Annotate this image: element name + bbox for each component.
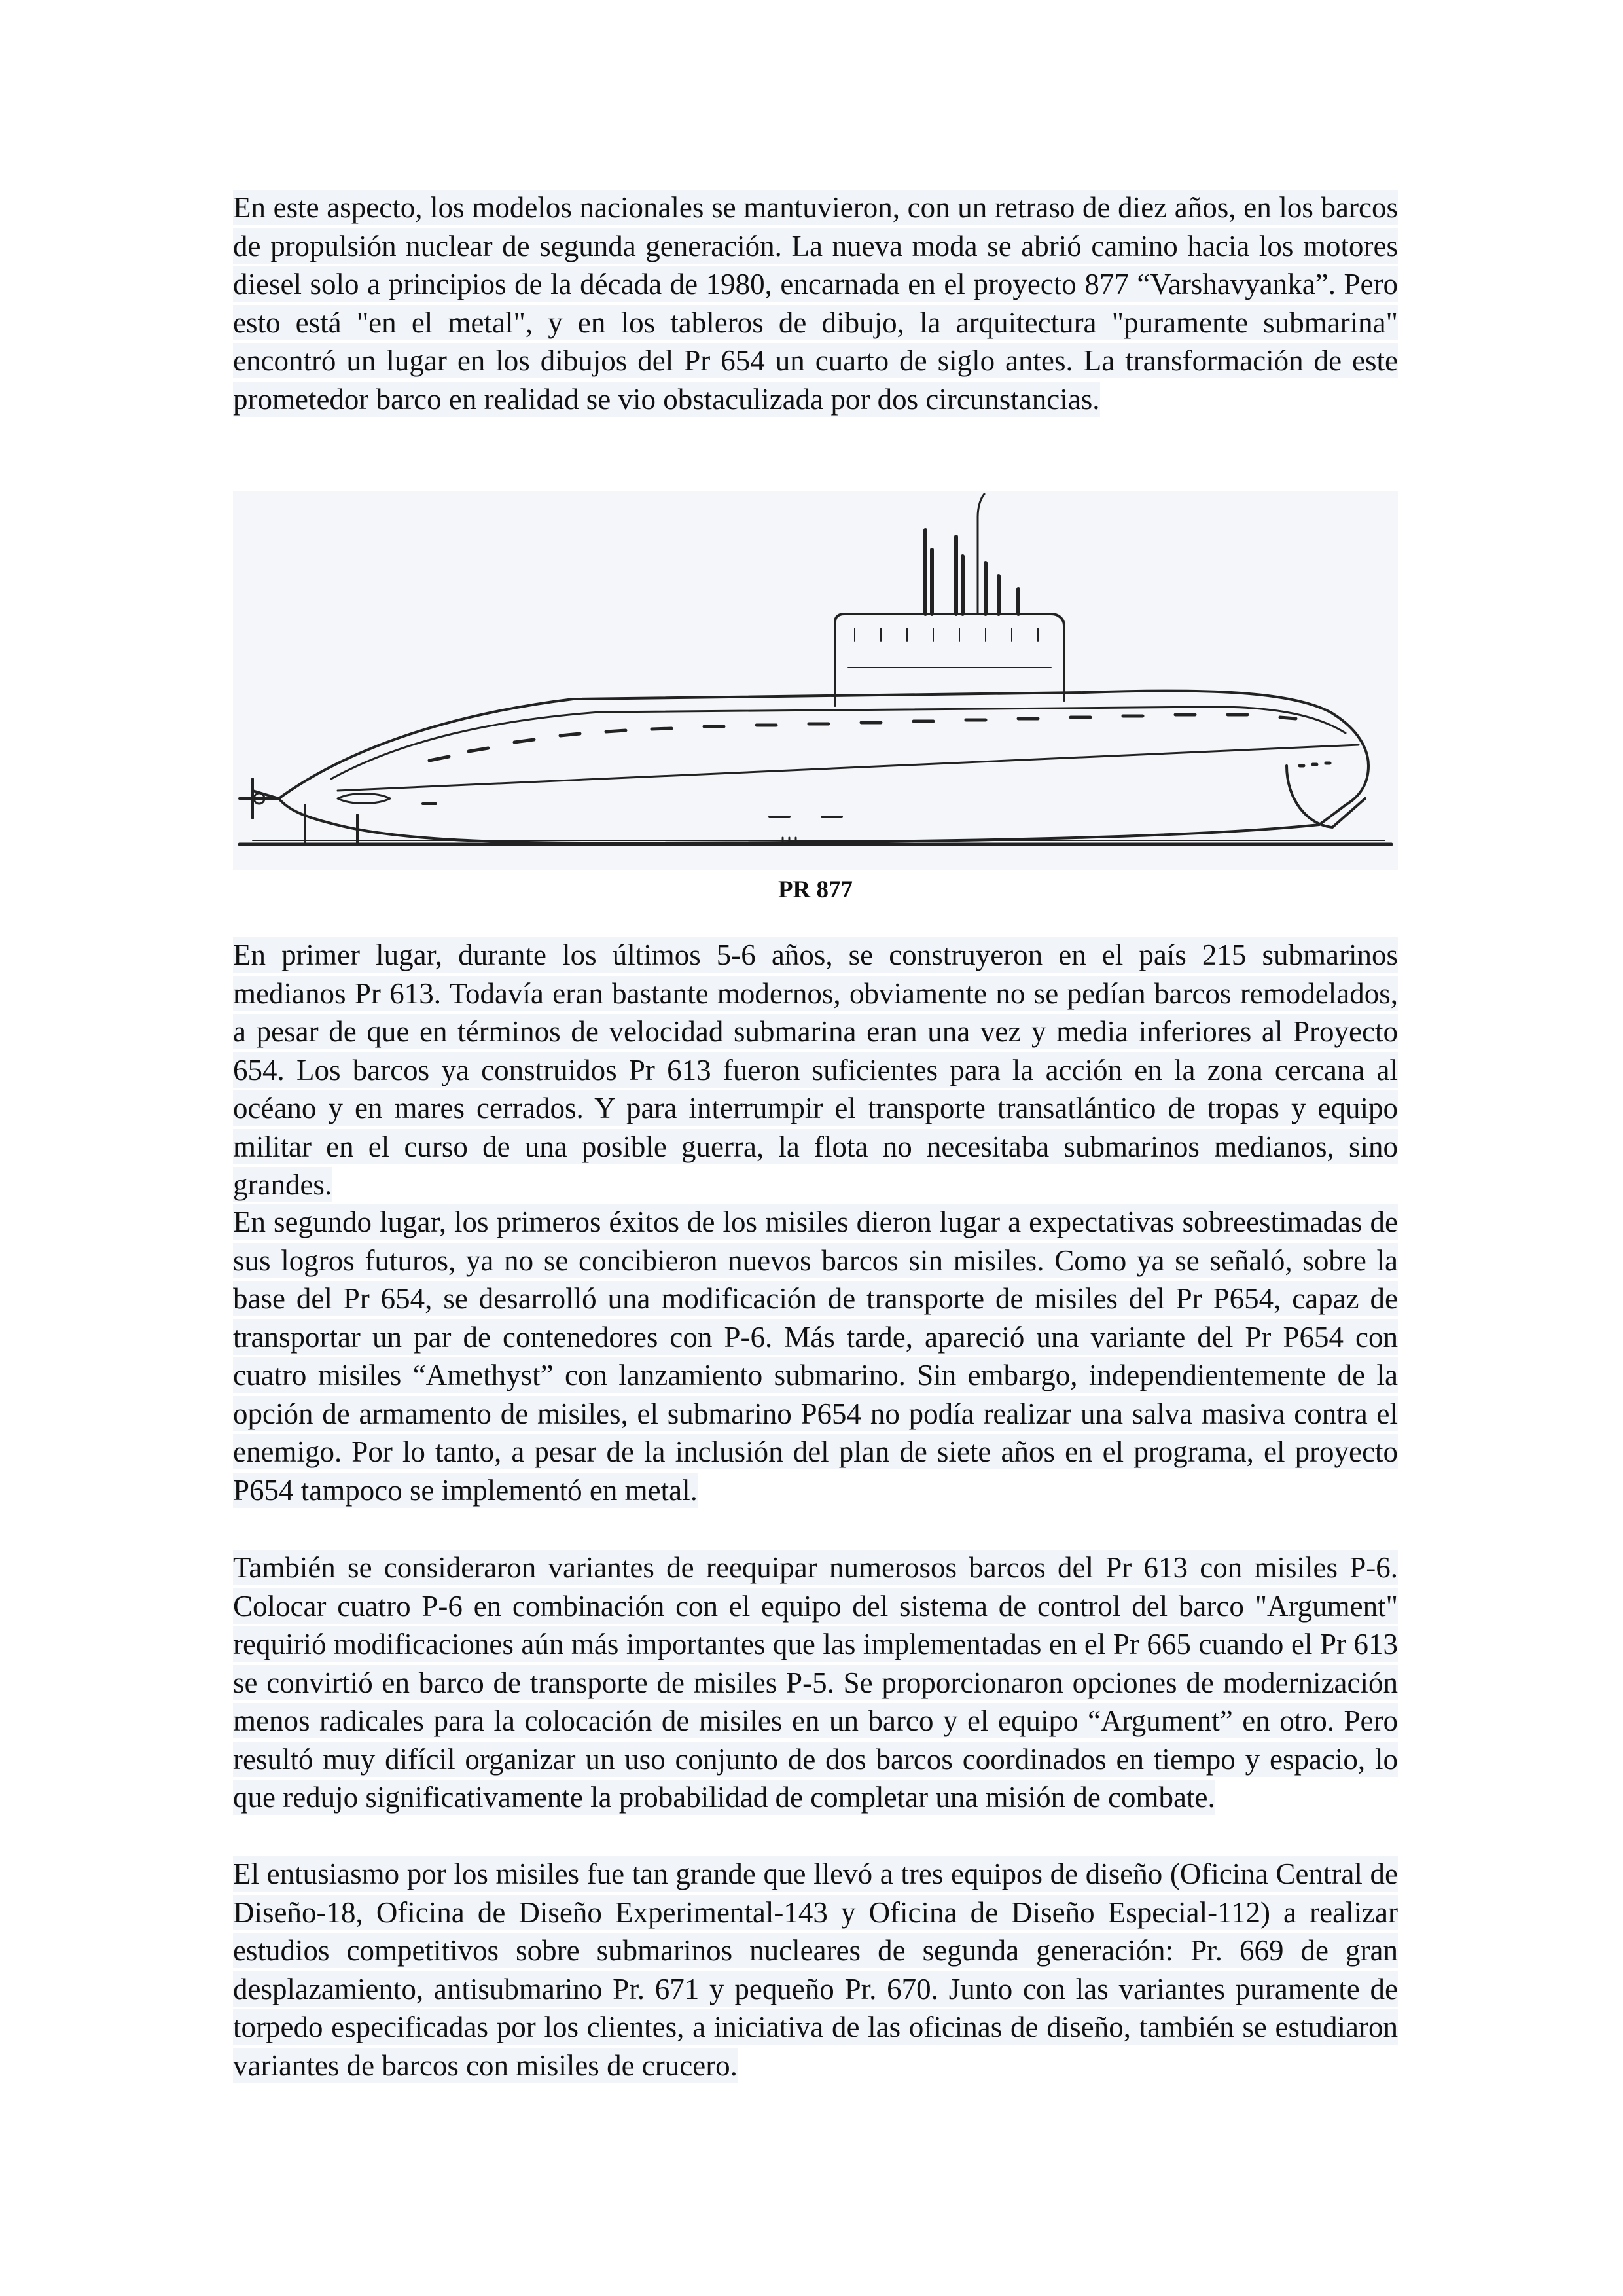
paragraph-3 [233, 1203, 1398, 1509]
paragraph-1 [233, 188, 1398, 418]
paragraph-5 [233, 1855, 1398, 2085]
paragraph-4 [233, 1549, 1398, 1817]
paragraph-text: En primer lugar, durante los últimos 5-6 años, se construyeron en el país 215 submarinos medianos Pr 613. Todavía eran bastante modernos, obviamente no se pedían barcos remodelados, a pesar de que en términos de velocidad submarina eran una vez y media inferiores al Proyecto 654. Los barcos ya construidos Pr 613 fueron suficientes para la acción en la zona cercana al océano y en mares cerrados. Y para interrumpir el transporte transatlántico de tropas y equipo militar en el curso de una posible guerra, la flota no necesitaba submarinos medianos, sino grandes. [233, 939, 1398, 1201]
figure-caption: PR 877 [777, 876, 853, 903]
submarine-drawing [233, 491, 1398, 870]
paragraph-text: En segundo lugar, los primeros éxitos de los misiles dieron lugar a expectativas sobreestimadas de sus logros futuros, ya no se concibieron nuevos barcos sin misiles. Como ya se señaló, sobre la base del Pr 654, se desarrolló una modificación de transporte de misiles del Pr P654, capaz de transportar un par de contenedores con P-6. Más tarde, apareció una variante del Pr P654 con cuatro misiles “Amethyst” con lanzamiento submarino. Sin embargo, independientemente de la opción de armamento de misiles, el submarino P654 no podía realizar una salva masiva contra el enemigo. Por lo tanto, a pesar de la inclusión del plan de siete años en el programa, el proyecto P654 tampoco se implementó en metal. [233, 1206, 1398, 1507]
paragraph-2 [233, 936, 1398, 1204]
paragraph-text: También se consideraron variantes de reequipar numerosos barcos del Pr 613 con misiles P-6. Colocar cuatro P-6 en combinación con el equipo del sistema de control del barco "Argument" requirió modificaciones aún más importantes que las implementadas en el Pr 665 cuando el Pr 613 se convirtió en barco de transporte de misiles P-5. Se proporcionaron opciones de modernización menos radicales para la colocación de misiles en un barco y el equipo “Argument” en otro. Pero resultó muy difícil organizar un uso conjunto de dos barcos coordinados en tiempo y espacio, lo que redujo significativamente la probabilidad de completar una misión de combate. [233, 1551, 1398, 1814]
submarine-figure [233, 491, 1398, 870]
paragraph-text: En este aspecto, los modelos nacionales se mantuvieron, con un retraso de diez años, en los barcos de propulsión nuclear de segunda generación. La nueva moda se abrió camino hacia los motores diesel solo a principios de la década de 1980, encarnada en el proyecto 877 “Varshavyanka”. Pero esto está "en el metal", y en los tableros de dibujo, la arquitectura "puramente submarina" encontró un lugar en los dibujos del Pr 654 un cuarto de siglo antes. La transformación de este prometedor barco en realidad se vio obstaculizada por dos circunstancias. [233, 191, 1398, 416]
paragraph-text: El entusiasmo por los misiles fue tan grande que llevó a tres equipos de diseño (Oficina Central de Diseño-18, Oficina de Diseño Experimental-143 y Oficina de Diseño Especial-112) a realizar estudios competitivos sobre submarinos nucleares de segunda generación: Pr. 669 de gran desplazamiento, antisubmarino Pr. 671 y pequeño Pr. 670. Junto con las variantes puramente de torpedo especificadas por los clientes, a iniciativa de las oficinas de diseño, también se estudiaron variantes de barcos con misiles de crucero. [233, 1857, 1398, 2082]
